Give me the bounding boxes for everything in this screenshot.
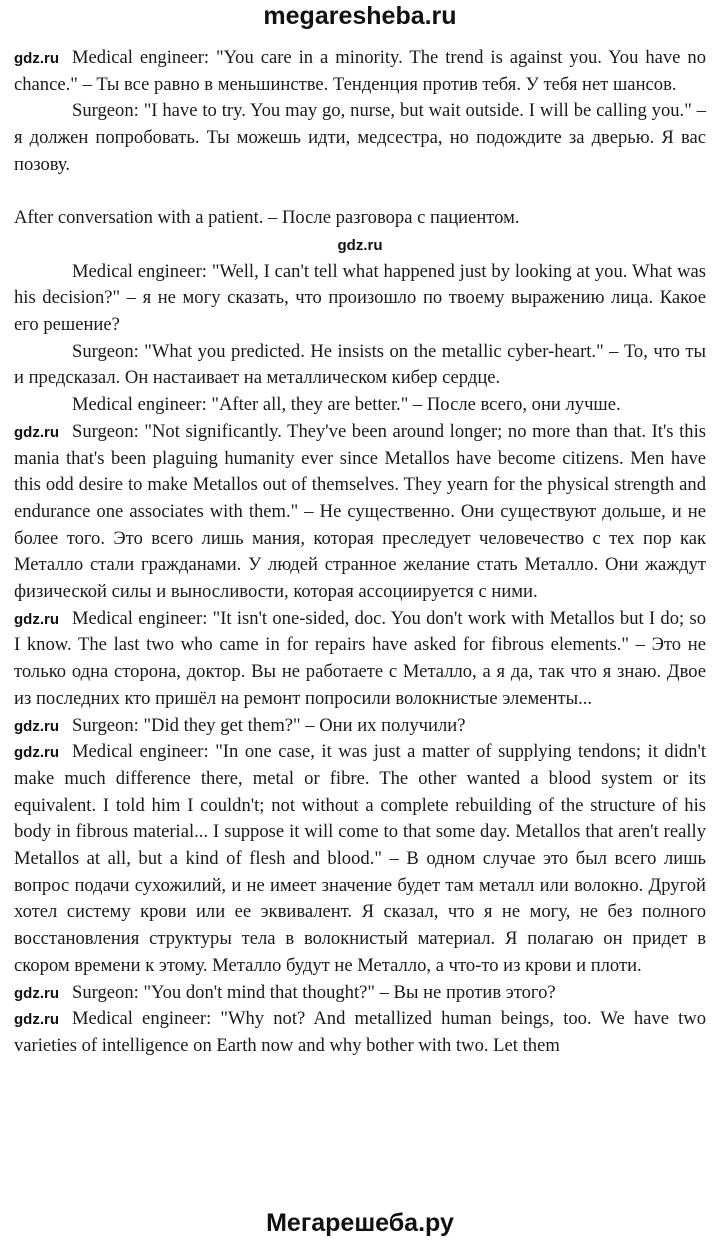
watermark: gdz.ru xyxy=(14,610,59,628)
watermark: gdz.ru xyxy=(14,50,59,67)
watermark: gdz.ru xyxy=(14,423,59,441)
blank-line xyxy=(14,232,706,259)
paragraph-text: After conversation with a patient. – После разговора с пациентом. xyxy=(14,207,520,229)
paragraph-text: Medical engineer: "Well, I can't tell what happened just by looking at you. What was his decision?" – я не могу сказать, что произошло по твоему выражению лица. Какое его решение? xyxy=(14,260,706,335)
watermark: gdz.ru xyxy=(14,744,59,762)
watermark: gdz.ru xyxy=(337,236,383,254)
paragraph xyxy=(14,205,706,232)
paragraph xyxy=(14,392,706,419)
paragraph xyxy=(14,1006,706,1059)
watermark: gdz.ru xyxy=(14,984,59,1002)
paragraph xyxy=(14,259,706,339)
paragraph-text: Medical engineer: "You care in a minority. The trend is against you. You have no chance." – Ты все равно в меньшинстве. Тенденция против тебя. У тебя нет шансов. xyxy=(14,47,706,95)
paragraph-text: Surgeon: "You don't mind that thought?" – Вы не против этого? xyxy=(72,981,556,1003)
site-header: megaresheba.ru xyxy=(263,2,457,30)
paragraph xyxy=(14,419,706,606)
paragraph xyxy=(14,980,706,1007)
paragraph-text: Surgeon: "Did they get them?" – Они их получили? xyxy=(72,714,466,736)
paragraph-text: Medical engineer: "In one case, it was just a matter of supplying tendons; it didn't make much difference there, metal or fibre. The other wanted a blood system or its equivalent. I told him I couldn't; not without a complete rebuilding of the structure of his body in fibrous material... I suppose it will come to that some day. Metallos that aren't really Metallos at all, but a kind of flesh and blood." – В одном случае это был всего лишь вопрос подачи сухожилий, и не имеет значение будет там металл или волокно. Другой хотел систему крови или ее эквивалент. Я сказал, что я не могу, не без полного восстановления структуры тела в волокнистый материал. Я полагаю он придет в скором времени к этому. Металло будут не Металло, а что-то из крови и плоти. xyxy=(14,741,706,976)
paragraph-text: Medical engineer: "Why not? And metallized human beings, too. We have two varieties of intelligence on Earth now and why bother with two. Let them xyxy=(14,1008,706,1056)
watermark: gdz.ru xyxy=(14,1011,59,1029)
paragraph xyxy=(14,98,706,178)
paragraph xyxy=(14,713,706,740)
paragraph xyxy=(14,606,706,713)
paragraph-text: Surgeon: "Not significantly. They've been around longer; no more than that. It's this mania that's been plaguing humanity ever since Metallos have become citizens. Men have this odd desire to make Metallos out of themselves. They yearn for the physical strength and endurance one associates with them." – Не существенно. Они существуют дольше, и не более того. Это всего лишь мания, которая преследует человечество с тех пор как Металло стали гражданами. У людей странное желание стать Металло. Они жаждут физической силы и выносливости, которая ассоциируется с ними. xyxy=(14,420,706,603)
paragraph-text: Surgeon: "I have to try. You may go, nurse, but wait outside. I will be calling you." – я должен попробовать. Ты можешь идти, медсестра, но подождите за дверью. Я вас позову. xyxy=(14,100,706,175)
blank-line xyxy=(14,179,706,206)
paragraph-text: Surgeon: "What you predicted. He insists on the metallic cyber-heart." – То, что ты и предсказал. Он настаивает на металлическом кибер сердце. xyxy=(14,340,706,389)
paragraph-text: Medical engineer: "After all, they are better." – После всего, они лучше. xyxy=(72,394,621,416)
watermark: gdz.ru xyxy=(14,717,59,735)
paragraph xyxy=(14,339,706,392)
document-body xyxy=(14,45,706,1060)
paragraph xyxy=(14,739,706,979)
paragraph-text: Medical engineer: "It isn't one-sided, doc. You don't work with Metallos but I do; so I know. The last two who came in for repairs have asked for fibrous elements." – Это не только одна сторона, доктор. Вы не работаете с Металло, а я да, так что я знаю. Двое из последних кто пришёл на ремонт попросили волокнистые элементы... xyxy=(14,607,706,709)
site-footer: Мегарешеба.ру xyxy=(266,1209,454,1237)
paragraph xyxy=(14,45,706,98)
